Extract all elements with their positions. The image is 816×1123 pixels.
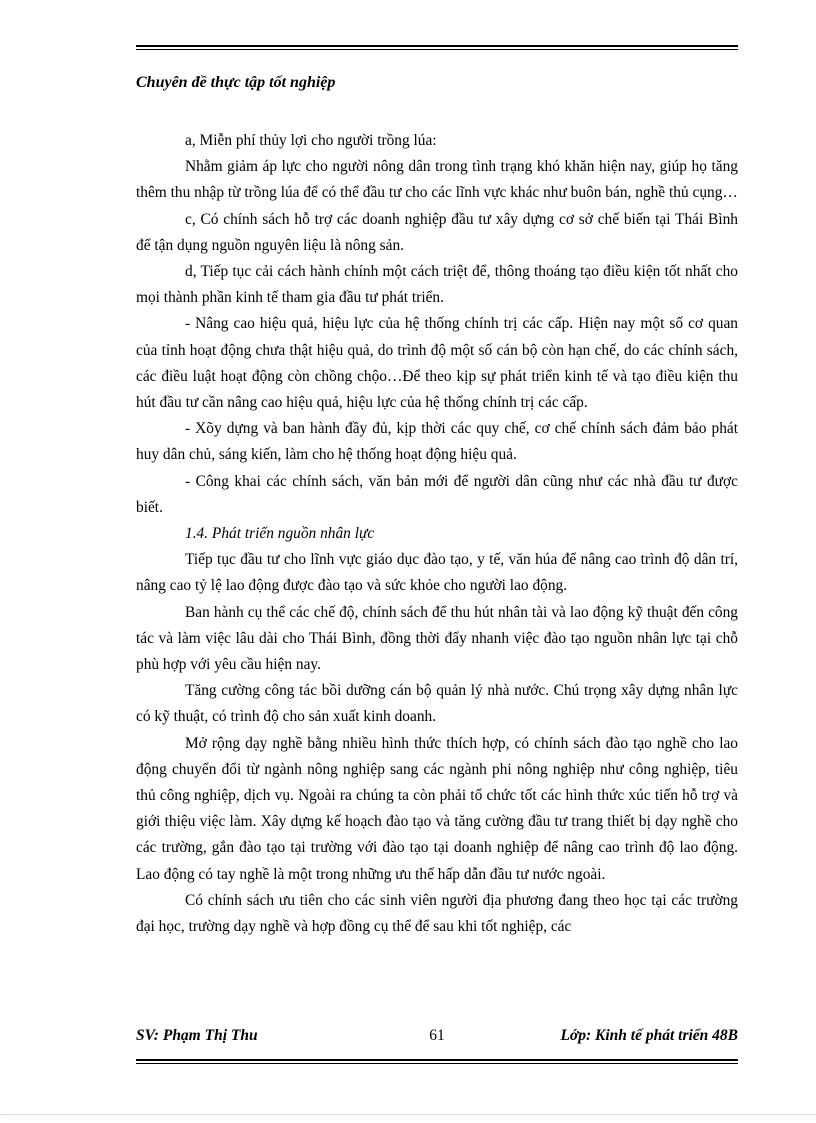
paragraph-item-d: d, Tiếp tục cải cách hành chính một cách triệt để, thông thoáng tạo điều kiện tốt nhất cho mọi thành phần kinh tế tham gia đầu tư phát triển. (136, 263, 738, 307)
paragraph-education: Tiếp tục đầu tư cho lĩnh vực giáo dục đào tạo, y tế, văn húa để nâng cao trình độ dân trí, nâng cao tỷ lệ lao động được đào tạo và sức khỏe cho người lao động. (136, 551, 738, 595)
page-body (136, 128, 738, 940)
footer-page-number: 61 (429, 1027, 445, 1044)
page-footer (136, 1027, 738, 1051)
paragraph-item-a: a, Miễn phí thủy lợi cho người trồng lúa: (185, 132, 437, 149)
footer-student-name: SV: Phạm Thị Thu (136, 1027, 258, 1044)
header-rule (136, 45, 738, 50)
paragraph-management-training: Tăng cường công tác bồi dưỡng cán bộ quản lý nhà nước. Chú trọng xây dựng nhân lực có kỹ thuật, có trình độ cho sản xuất kinh doanh. (136, 682, 738, 726)
paragraph-talent-policy: Ban hành cụ thể các chế độ, chính sách để thu hút nhân tài và lao động kỹ thuật đến công tác và làm việc lâu dài cho Thái Bình, đồng thời đẩy nhanh việc đào tạo nguồn nhân lực tại chỗ phù hợp với yêu cầu hiện nay. (136, 603, 738, 674)
paragraph-bullet-publicity: - Công khai các chính sách, văn bản mới để người dân cũng như các nhà đầu tư được biết. (136, 472, 738, 516)
paragraph-vocational-training: Mở rộng dạy nghề bằng nhiều hình thức thích hợp, có chính sách đào tạo nghề cho lao động chuyển đổi từ ngành nông nghiệp sang các ngành phi nông nghiệp như công nghiệp, tiêu thủ công nghiệp, dịch vụ. Ngoài ra chúng ta còn phải tổ chức tốt các hình thức xúc tiến hỗ trợ và giới thiệu việc làm. Xây dựng kế hoạch đào tạo và tăng cường đầu tư trang thiết bị dạy nghề cho các trường, gắn đào tạo tại trường với đào tạo tại doanh nghiệp để nâng cao trình độ lao động. Lao động có tay nghề là một trong những ưu thế hấp dẫn đầu tư nước ngoài. (136, 734, 738, 883)
footer-class-name: Lớp: Kinh tế phát triển 48B (560, 1027, 738, 1044)
paragraph-bullet-efficiency: - Nâng cao hiệu quả, hiệu lực của hệ thống chính trị các cấp. Hiện nay một số cơ quan của tỉnh hoạt động chưa thật hiệu quả, do trình độ một số cán bộ còn hạn chế, do các chính sách, các điều luật hoạt động còn chồng chộo…Để theo kịp sự phát triển kinh tế và tạo điều kiện thu hút đầu tư cần nâng cao hiệu quả, hiệu lực của hệ thống chính trị các cấp. (136, 315, 738, 412)
page-bottom-edge (0, 1114, 816, 1115)
paragraph-student-priority: Có chính sách ưu tiên cho các sinh viên người địa phương đang theo học tại các trường đại học, trường dạy nghề và hợp đồng cụ thể để sau khi tốt nghiệp, các (136, 891, 738, 936)
footer-rule (136, 1059, 738, 1064)
paragraph-item-c: c, Có chính sách hỗ trợ các doanh nghiệp đầu tư xây dựng cơ sở chế biến tại Thái Bình để tận dụng nguồn nguyên liệu là nông sản. (136, 210, 738, 254)
paragraph-item-a-body: Nhằm giảm áp lực cho người nông dân trong tình trạng khó khăn hiện nay, giúp họ tăng thêm thu nhập từ trồng lúa để có thể đầu tư cho các lĩnh vực khác như buôn bán, nghề thủ cụng… (136, 158, 738, 202)
document-header-title: Chuyên đề thực tập tốt nghiệp (136, 74, 336, 91)
section-heading-1-4: 1.4. Phát triển nguồn nhân lực (185, 525, 375, 543)
paragraph-bullet-regulations: - Xõy dựng và ban hành đầy đủ, kịp thời các quy chế, cơ chế chính sách đảm bảo phát huy dân chủ, sáng kiến, làm cho hệ thống hoạt động hiệu quả. (136, 420, 738, 464)
